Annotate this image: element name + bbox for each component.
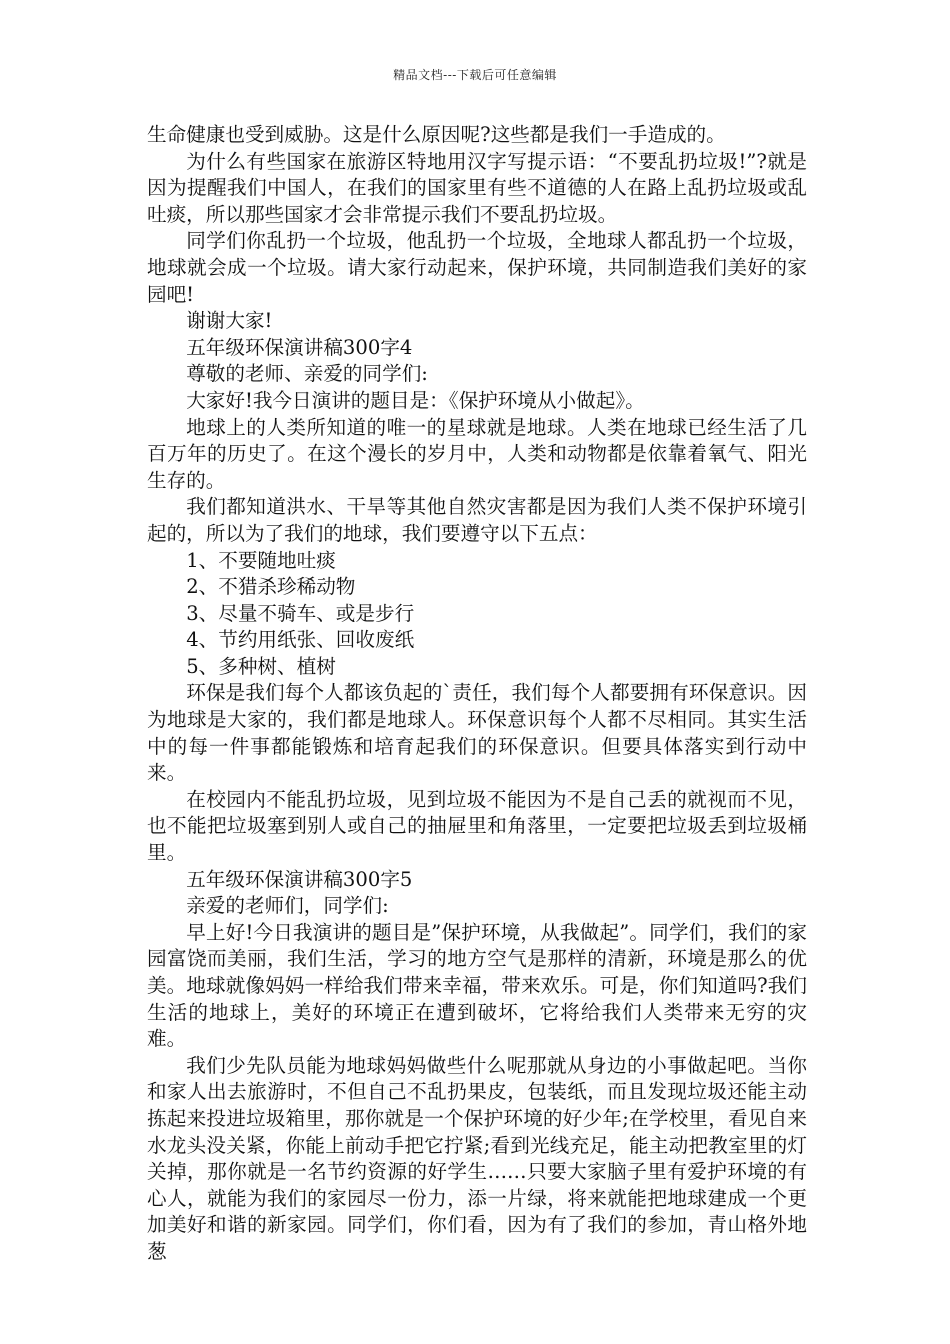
paragraph: 早上好!今日我演讲的题目是”保护环境，从我做起”。同学们，我们的家园富饶而美丽，我们生活，学习的地方空气是那样的清新，环境是那么的优美。地球就像妈妈一样给我们带来幸福，带来欢乐。可是，你们知道吗?我们生活的地球上，美好的环境正在遭到破坏，它将给我们人类带来无穷的灾难。: [147, 920, 807, 1051]
paragraph: 同学们你乱扔一个垃圾，他乱扔一个垃圾，全地球人都乱扔一个垃圾，地球就会成一个垃圾。请大家行动起来，保护环境，共同制造我们美好的家园吧!: [147, 229, 807, 306]
paragraph: 谢谢大家!: [186, 309, 273, 333]
list-item: 4、节约用纸张、回收废纸: [186, 628, 415, 652]
paragraph: 环保是我们每个人都该负起的`责任，我们每个人都要拥有环保意识。因为地球是大家的，我们都是地球人。环保意识每个人都不尽相同。其实生活中的每一件事都能锻炼和培育起我们的环保意识。但要具体落实到行动中来。: [147, 681, 807, 785]
salutation: 亲爱的老师们，同学们:: [186, 894, 389, 918]
salutation: 尊敬的老师、亲爱的同学们:: [186, 362, 428, 386]
list-item: 5、多种树、植树: [186, 654, 336, 678]
paragraph: 大家好!我今日演讲的题目是：《保护环境从小做起》。: [186, 388, 645, 412]
list-item: 2、不猎杀珍稀动物: [186, 575, 356, 599]
paragraph: 我们少先队员能为地球妈妈做些什么呢那就从身边的小事做起吧。当你和家人出去旅游时，不但自己不乱扔果皮，包装纸，而且发现垃圾还能主动拣起来投进垃圾箱里，那你就是一个保护环境的好少年;在学校里，看见自来水龙头没关紧，你能上前动手把它拧紧;看到光线充足，能主动把教室里的灯关掉，那你就是一名节约资源的好学生……只要大家脑子里有爱护环境的有心人，就能为我们的家园尽一份力，添一片绿，将来就能把地球建成一个更加美好和谐的新家园。同学们，你们看，因为有了我们的参加，青山格外地葱: [147, 1053, 807, 1263]
paragraph: 在校园内不能乱扔垃圾，见到垃圾不能因为不是自己丢的就视而不见，也不能把垃圾塞到别人或自己的抽屉里和角落里，一定要把垃圾丢到垃圾桶里。: [147, 787, 807, 865]
list-item: 3、尽量不骑车、或是步行: [186, 601, 415, 625]
section-heading: 五年级环保演讲稿300字4: [186, 335, 413, 359]
paragraph: 为什么有些国家在旅游区特地用汉字写提示语：“不要乱扔垃圾!”?就是因为提醒我们中国人，在我们的国家里有些不道德的人在路上乱扔垃圾或乱吐痰，所以那些国家才会非常提示我们不要乱扔垃圾。: [147, 149, 807, 226]
paragraph: 我们都知道洪水、干旱等其他自然灾害都是因为我们人类不保护环境引起的，所以为了我们的地球，我们要遵守以下五点：: [147, 495, 807, 545]
list-item: 1、不要随地吐痰: [186, 548, 336, 572]
section-heading: 五年级环保演讲稿300字5: [186, 867, 413, 891]
paragraph: 地球上的人类所知道的唯一的星球就是地球。人类在地球已经生活了几百万年的历史了。在这个漫长的岁月中，人类和动物都是依靠着氧气、阳光生存的。: [147, 415, 807, 492]
document-body: [147, 122, 807, 1266]
paragraph: 生命健康也受到威胁。这是什么原因呢?这些都是我们一手造成的。: [147, 123, 726, 146]
page-header: 精品文档---下载后可任意编辑: [393, 68, 557, 82]
